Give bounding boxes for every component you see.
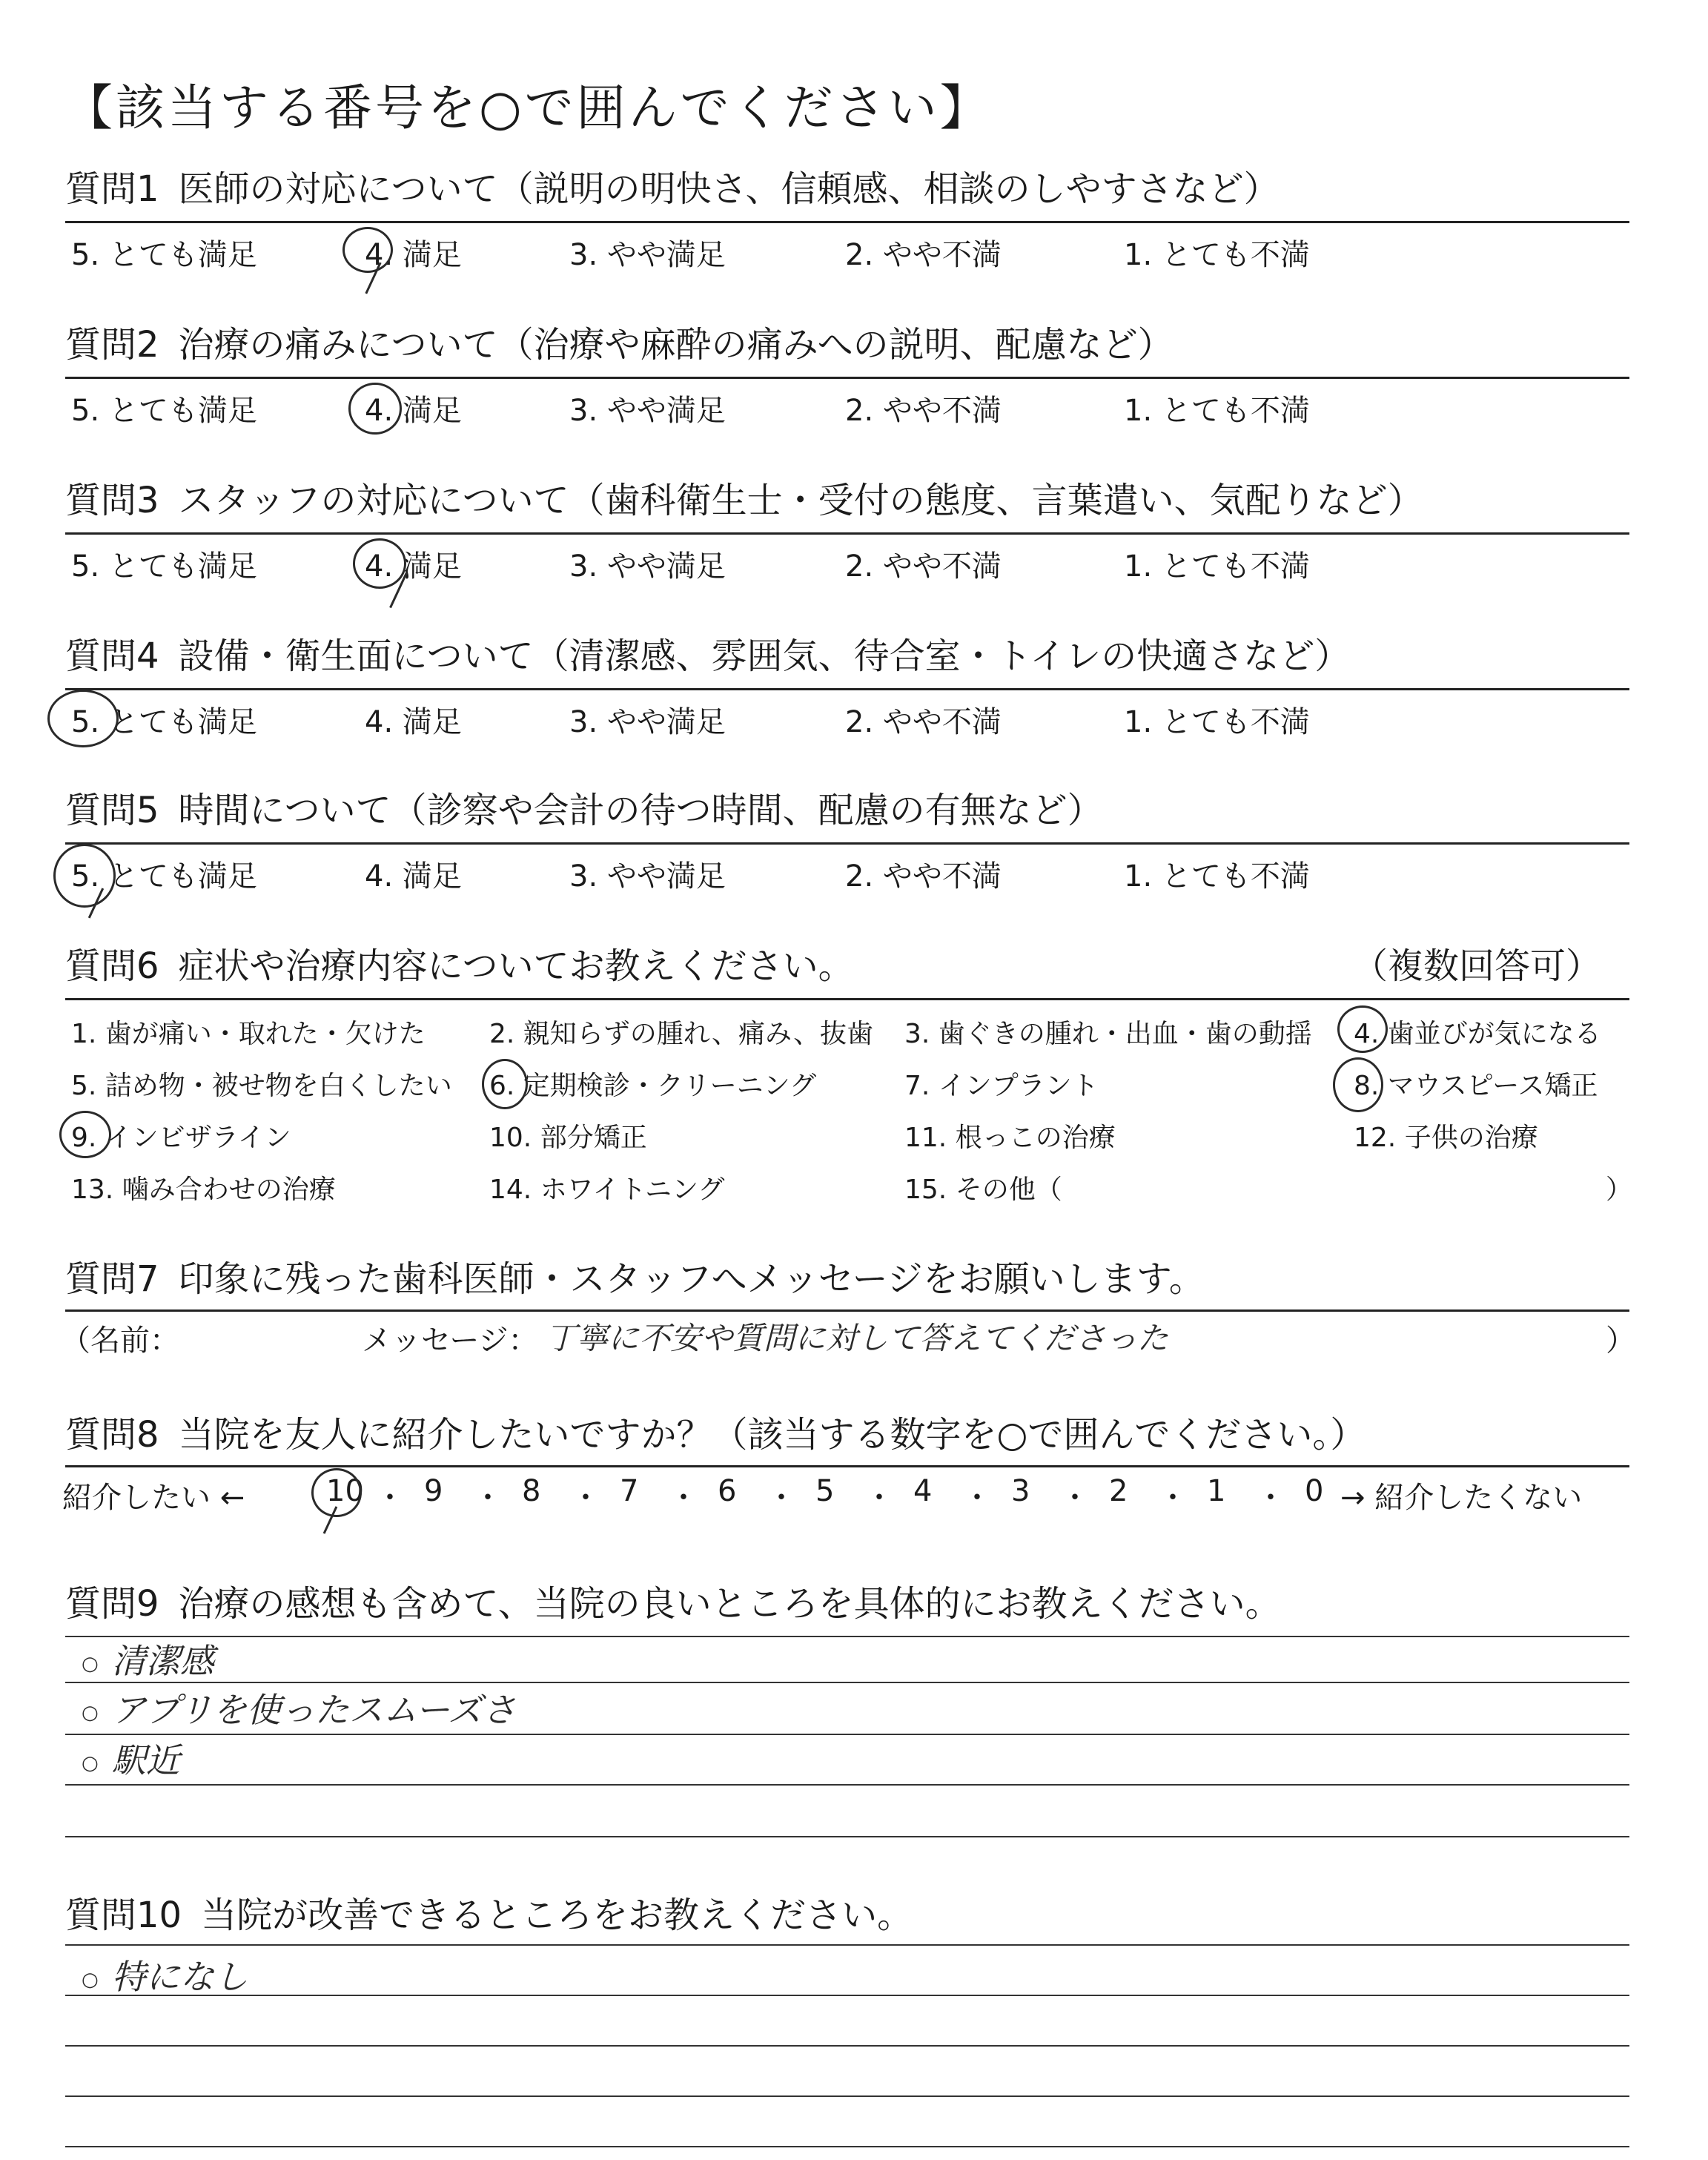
rating-option-3[interactable]: 3. やや満足 bbox=[569, 549, 726, 584]
question-8 bbox=[65, 1409, 1629, 1461]
selected-circle-mark bbox=[311, 1468, 362, 1517]
multiple-answers-note: （複数回答可） bbox=[1351, 945, 1601, 987]
scale-value-1[interactable]: 1 bbox=[1207, 1474, 1226, 1508]
answer-line bbox=[65, 1995, 1629, 1996]
symptom-option-12[interactable]: 12. 子供の治療 bbox=[1354, 1123, 1538, 1153]
question-6 bbox=[65, 940, 1629, 992]
scale-value-10[interactable]: 10 bbox=[326, 1474, 364, 1508]
question-text: 時間について（診察や会計の待つ時間、配慮の有無など） bbox=[178, 790, 1103, 831]
scale-value-0[interactable]: 0 bbox=[1305, 1474, 1324, 1508]
question-text: 医師の対応について（説明の明快さ、信頼感、相談のしやすさなど） bbox=[178, 168, 1280, 210]
selected-circle-mark bbox=[59, 1111, 111, 1158]
other-close-paren: ） bbox=[1606, 1175, 1633, 1205]
message-close-paren: ） bbox=[1606, 1324, 1635, 1358]
question-text: 設備・衛生面について（清潔感、雰囲気、待合室・トイレの快適さなど） bbox=[178, 635, 1351, 677]
question-2 bbox=[65, 319, 1629, 371]
scale-separator: ・ bbox=[767, 1481, 796, 1515]
rating-option-5[interactable]: 5. とても満足 bbox=[71, 549, 257, 584]
question-rule bbox=[65, 842, 1629, 845]
scale-separator: ・ bbox=[375, 1481, 405, 1515]
question-text: 当院を友人に紹介したいですか？（該当する数字を○で囲んでください。） bbox=[178, 1414, 1366, 1456]
scale-value-3[interactable]: 3 bbox=[1011, 1474, 1030, 1508]
rating-option-2[interactable]: 2. やや不満 bbox=[845, 859, 1002, 894]
rating-option-4[interactable]: 4. 満足 bbox=[365, 238, 462, 272]
symptom-option-2[interactable]: 2. 親知らずの腫れ、痛み、抜歯 bbox=[489, 1019, 874, 1049]
question-number: 質問7 bbox=[65, 1258, 159, 1300]
selected-circle-mark bbox=[353, 538, 406, 589]
recommend-left-label: 紹介したい ← bbox=[62, 1481, 245, 1515]
selected-circle-mark bbox=[47, 690, 119, 747]
rating-option-1[interactable]: 1. とても不満 bbox=[1124, 859, 1310, 894]
question-number: 質問2 bbox=[65, 324, 159, 366]
question-rule bbox=[65, 998, 1629, 1000]
symptom-option-15[interactable]: 15. その他（ bbox=[904, 1175, 1062, 1205]
scale-separator: ・ bbox=[571, 1481, 600, 1515]
rating-option-5[interactable]: 5. とても満足 bbox=[71, 859, 257, 894]
question-number: 質問4 bbox=[65, 635, 159, 677]
rating-option-1[interactable]: 1. とても不満 bbox=[1124, 705, 1310, 739]
scale-separator: ・ bbox=[1256, 1481, 1285, 1515]
question-text: 症状や治療内容についてお教えください。 bbox=[178, 945, 854, 987]
question-rule bbox=[65, 221, 1629, 223]
symptom-option-14[interactable]: 14. ホワイトニング bbox=[489, 1175, 725, 1205]
recommend-right-label: → 紹介したくない bbox=[1340, 1481, 1583, 1515]
scale-value-4[interactable]: 4 bbox=[913, 1474, 933, 1508]
question-number: 質問1 bbox=[65, 168, 159, 210]
answer-line bbox=[65, 2146, 1629, 2147]
selected-circle-mark bbox=[53, 844, 116, 908]
symptom-option-7[interactable]: 7. インプラント bbox=[904, 1071, 1099, 1101]
rating-option-2[interactable]: 2. やや不満 bbox=[845, 238, 1002, 272]
question-7 bbox=[65, 1253, 1629, 1305]
question-3 bbox=[65, 475, 1629, 526]
question-text: 治療の痛みについて（治療や麻酔の痛みへの説明、配慮など） bbox=[178, 324, 1174, 366]
question-rule bbox=[65, 377, 1629, 379]
question-4 bbox=[65, 630, 1629, 682]
symptom-option-11[interactable]: 11. 根っこの治療 bbox=[904, 1123, 1116, 1153]
rating-option-3[interactable]: 3. やや満足 bbox=[569, 238, 726, 272]
question-rule bbox=[65, 532, 1629, 535]
answer-line bbox=[65, 2045, 1629, 2047]
question-number: 質問3 bbox=[65, 480, 159, 521]
selected-circle-mark bbox=[342, 227, 393, 273]
rating-option-4[interactable]: 4. 満足 bbox=[365, 394, 462, 428]
page-title: 【該当する番号を○で囲んでください】 bbox=[64, 79, 992, 136]
question-text: スタッフの対応について（歯科衛生士・受付の態度、言葉遣い、気配りなど） bbox=[178, 480, 1423, 521]
rating-option-5[interactable]: 5. とても満足 bbox=[71, 238, 257, 272]
question-number: 質問8 bbox=[65, 1414, 159, 1456]
question-rule bbox=[65, 1465, 1629, 1467]
selected-circle-mark bbox=[348, 383, 402, 435]
rating-option-4[interactable]: 4. 満足 bbox=[365, 859, 462, 894]
answer-line bbox=[65, 1784, 1629, 1786]
scale-separator: ・ bbox=[473, 1481, 503, 1515]
scale-separator: ・ bbox=[864, 1481, 894, 1515]
rating-option-2[interactable]: 2. やや不満 bbox=[845, 394, 1002, 428]
rating-option-5[interactable]: 5. とても満足 bbox=[71, 705, 257, 739]
selected-circle-mark bbox=[1333, 1057, 1383, 1112]
scale-separator: ・ bbox=[962, 1481, 992, 1515]
scale-value-6[interactable]: 6 bbox=[718, 1474, 737, 1508]
rating-option-4[interactable]: 4. 満足 bbox=[365, 549, 462, 584]
question-1 bbox=[65, 163, 1629, 215]
good-point-2[interactable]: ○ アプリを使ったスムーズさ bbox=[82, 1690, 517, 1730]
question-number: 質問5 bbox=[65, 790, 159, 831]
answer-line bbox=[65, 1944, 1629, 1946]
question-5 bbox=[65, 785, 1629, 836]
message-label: メッセージ： bbox=[362, 1324, 538, 1358]
symptom-option-3[interactable]: 3. 歯ぐきの腫れ・出血・歯の動揺 bbox=[904, 1019, 1312, 1049]
rating-option-1[interactable]: 1. とても不満 bbox=[1124, 394, 1310, 428]
symptom-option-9[interactable]: 9. インビザライン bbox=[71, 1123, 291, 1153]
good-point-1[interactable]: ○ 清潔感 bbox=[82, 1641, 214, 1681]
symptom-option-6[interactable]: 6. 定期検診・クリーニング bbox=[489, 1071, 817, 1101]
rating-option-3[interactable]: 3. やや満足 bbox=[569, 394, 726, 428]
answer-line bbox=[65, 2095, 1629, 2097]
scale-separator: ・ bbox=[669, 1481, 698, 1515]
symptom-option-1[interactable]: 1. 歯が痛い・取れた・欠けた bbox=[71, 1019, 426, 1049]
rating-option-5[interactable]: 5. とても満足 bbox=[71, 394, 257, 428]
good-point-3[interactable]: ○ 駅近 bbox=[82, 1740, 180, 1780]
answer-line bbox=[65, 1734, 1629, 1735]
symptom-option-5[interactable]: 5. 詰め物・被せ物を白くしたい bbox=[71, 1071, 452, 1101]
scale-value-7[interactable]: 7 bbox=[620, 1474, 639, 1508]
symptom-option-4[interactable]: 4. 歯並びが気になる bbox=[1354, 1019, 1601, 1049]
symptom-option-8[interactable]: 8. マウスピース矯正 bbox=[1354, 1071, 1598, 1101]
rating-option-2[interactable]: 2. やや不満 bbox=[845, 705, 1002, 739]
scale-value-5[interactable]: 5 bbox=[815, 1474, 835, 1508]
rating-option-3[interactable]: 3. やや満足 bbox=[569, 705, 726, 739]
scale-value-9[interactable]: 9 bbox=[424, 1474, 443, 1508]
question-9 bbox=[65, 1578, 1629, 1630]
rating-option-1[interactable]: 1. とても不満 bbox=[1124, 549, 1310, 584]
answer-line bbox=[65, 1636, 1629, 1637]
question-number: 質問9 bbox=[65, 1583, 159, 1625]
rating-option-4[interactable]: 4. 満足 bbox=[365, 705, 462, 739]
message-value[interactable]: 丁寧に不安や質問に対して答えてくださった bbox=[546, 1320, 1169, 1356]
question-text: 印象に残った歯科医師・スタッフへメッセージをお願いします。 bbox=[178, 1258, 1205, 1300]
question-10 bbox=[65, 1889, 1629, 1941]
question-number: 質問10 bbox=[65, 1895, 182, 1936]
question-number: 質問6 bbox=[65, 945, 159, 987]
improvement-point-1[interactable]: ○ 特になし bbox=[82, 1957, 248, 1997]
scale-separator: ・ bbox=[1158, 1481, 1188, 1515]
scale-separator: ・ bbox=[1060, 1481, 1090, 1515]
name-label: （名前： bbox=[61, 1324, 179, 1358]
selected-circle-mark bbox=[1337, 1005, 1388, 1053]
answer-line bbox=[65, 1836, 1629, 1837]
symptom-option-10[interactable]: 10. 部分矯正 bbox=[489, 1123, 647, 1153]
scale-value-8[interactable]: 8 bbox=[522, 1474, 541, 1508]
rating-option-2[interactable]: 2. やや不満 bbox=[845, 549, 1002, 584]
question-rule bbox=[65, 688, 1629, 690]
question-rule bbox=[65, 1309, 1629, 1312]
question-text: 当院が改善できるところをお教えください。 bbox=[201, 1895, 913, 1936]
selected-circle-mark bbox=[482, 1059, 528, 1109]
rating-option-1[interactable]: 1. とても不満 bbox=[1124, 238, 1310, 272]
rating-option-3[interactable]: 3. やや満足 bbox=[569, 859, 726, 894]
question-text: 治療の感想も含めて、当院の良いところを具体的にお教えください。 bbox=[178, 1583, 1281, 1625]
scale-value-2[interactable]: 2 bbox=[1109, 1474, 1128, 1508]
symptom-option-13[interactable]: 13. 噛み合わせの治療 bbox=[71, 1175, 336, 1205]
